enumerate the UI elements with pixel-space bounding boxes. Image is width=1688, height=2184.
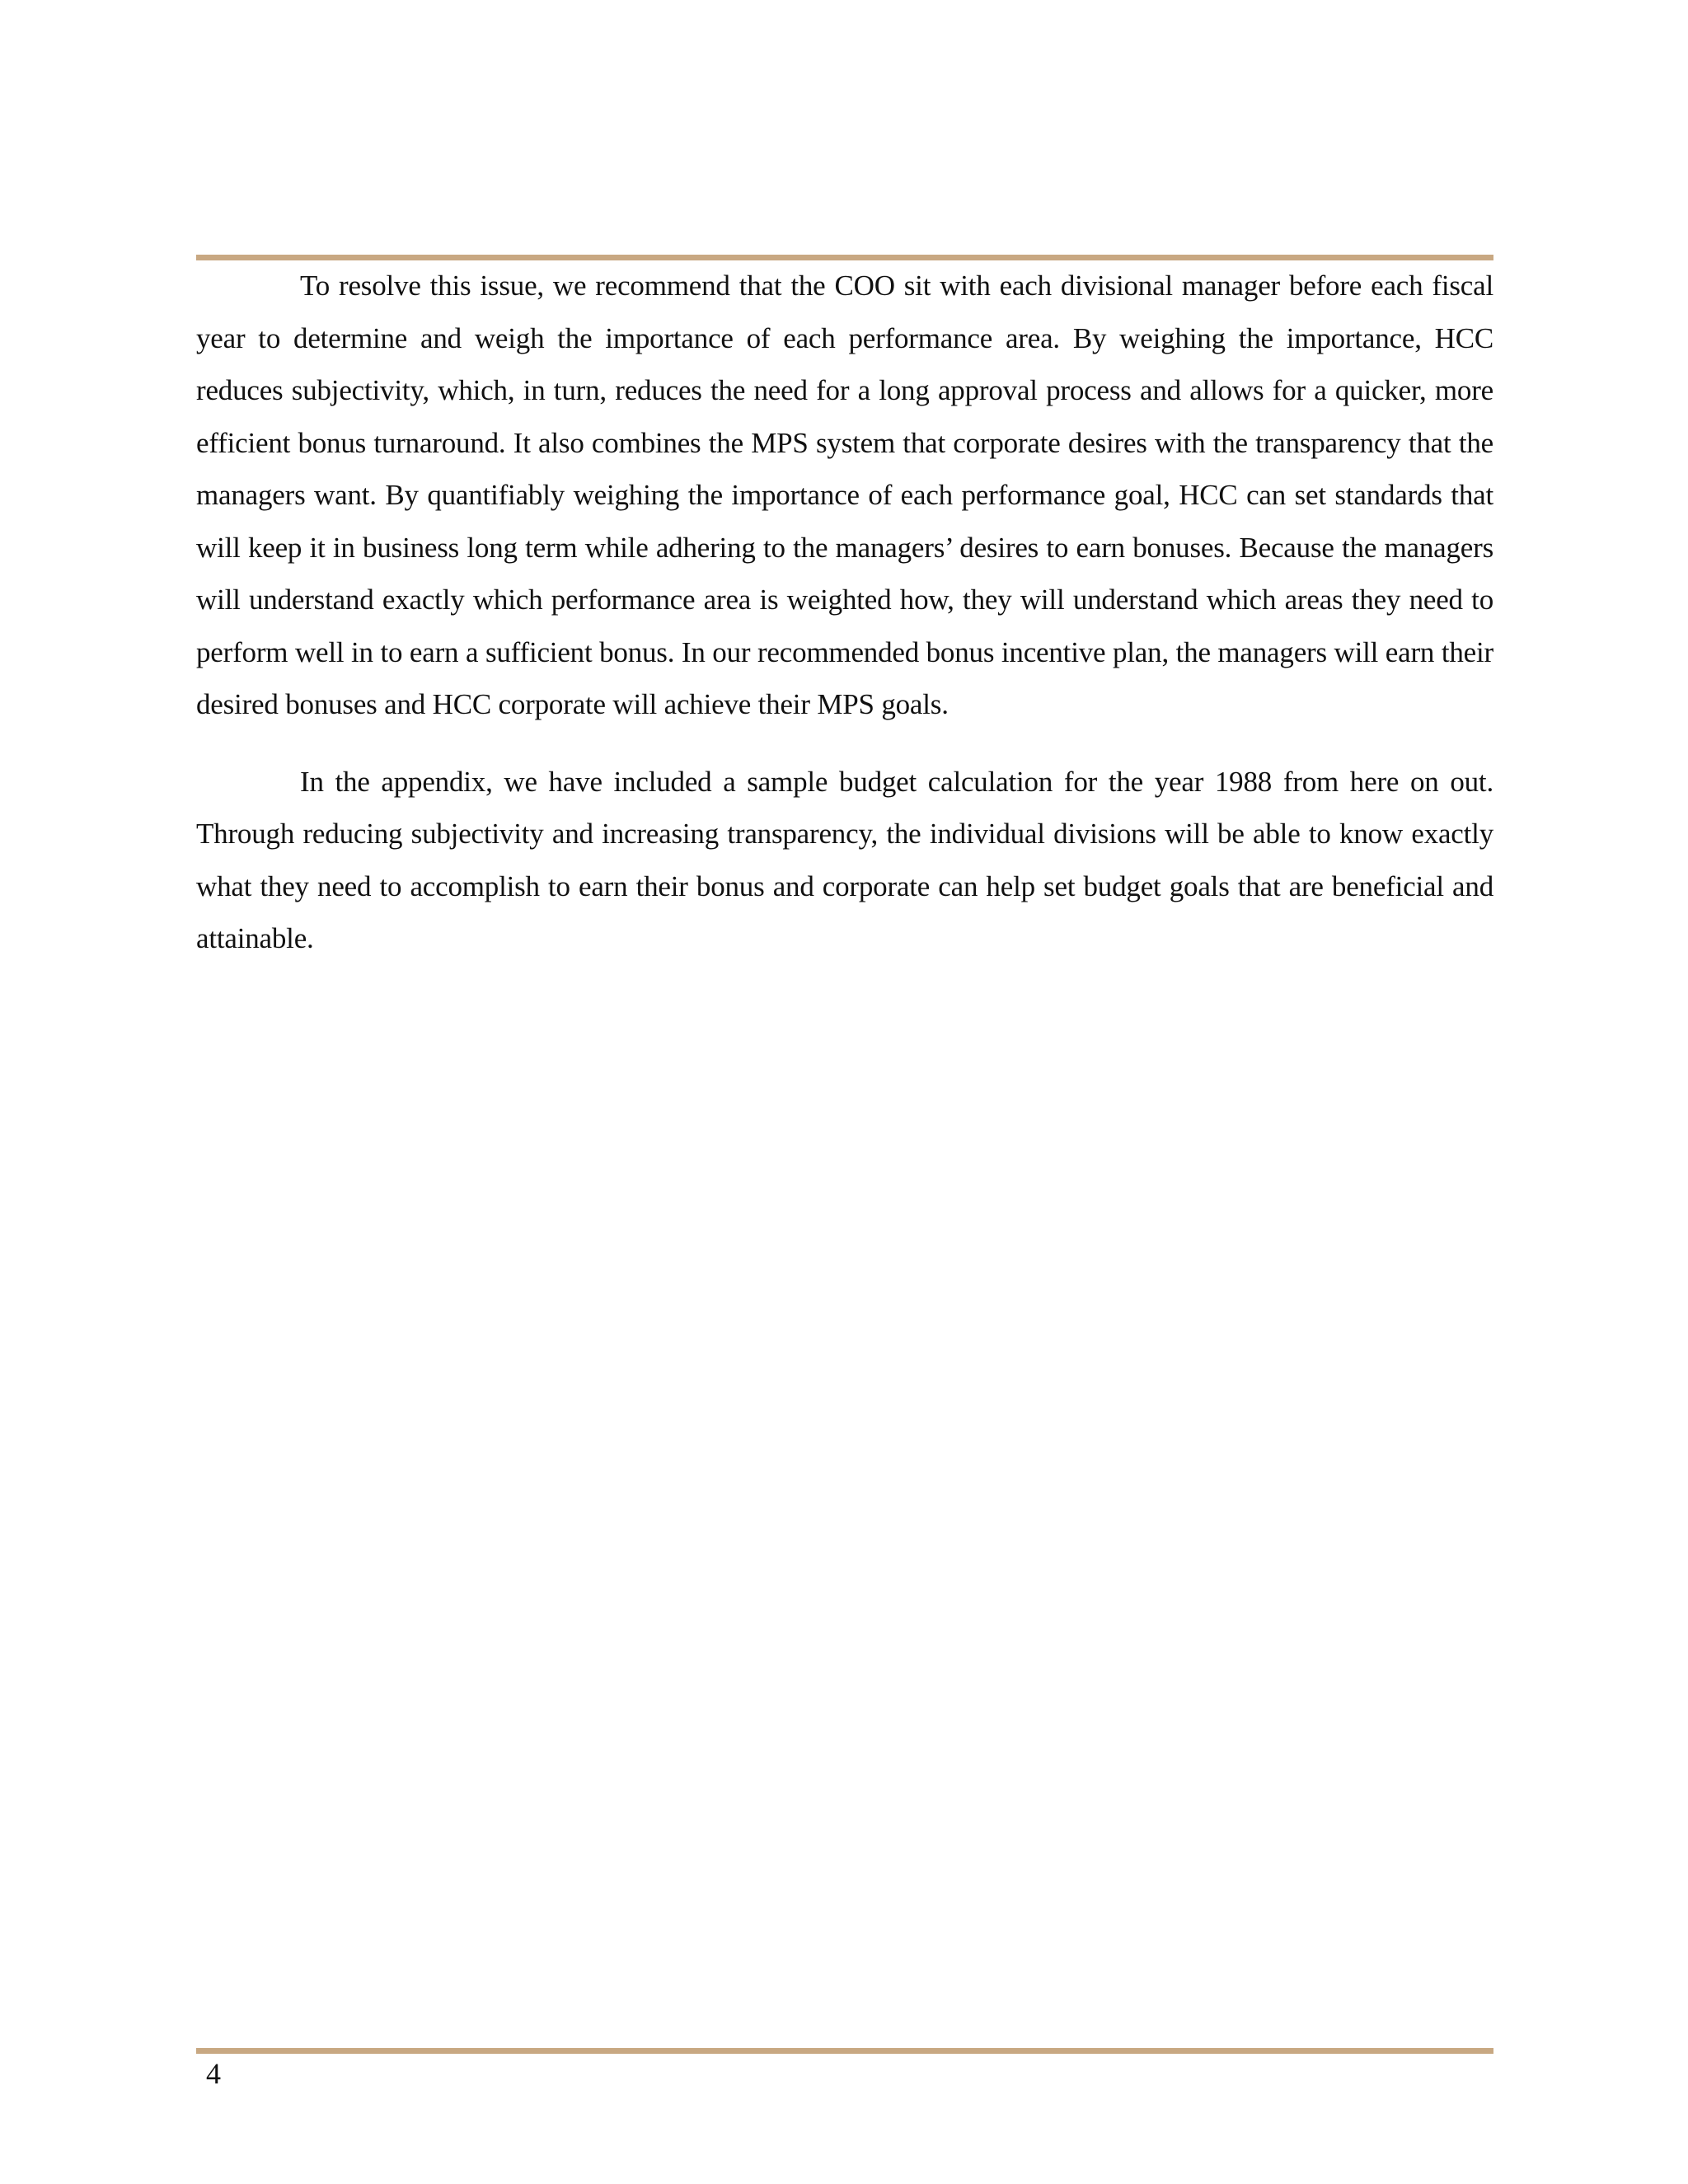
paragraph-1: To resolve this issue, we recommend that the COO sit with each divisional manager before each fiscal year to determine and weigh the importance of each performance area. By weighing the importance, HCC reduces subjectivity, which, in turn, reduces the need for a long approval process and allows for a quicker, more efficient bonus turnaround. It also combines the MPS system that corporate desires with the transparency that the managers want. By quantifiably weighing the importance of each performance goal, HCC can set standards that will keep it in business long term while adhering to the managers’ desires to earn bonuses. Because the managers will understand exactly which performance area is weighted how, they will understand which areas they need to perform well in to earn a sufficient bonus. In our recommended bonus incentive plan, the managers will earn their desired bonuses and HCC corporate will achieve their MPS goals. (196, 269, 1493, 720)
footer-rule (196, 2048, 1493, 2054)
paragraph-2: In the appendix, we have included a sample budget calculation for the year 1988 from here on out. Through reducing subjectivity and increasing transparency, the individual divisions will be able to know exactly what they need to accomplish to earn their bonus and corporate can help set budget goals that are beneficial and attainable. (196, 765, 1493, 954)
page-number: 4 (206, 2057, 221, 2090)
body-text (196, 260, 1493, 965)
